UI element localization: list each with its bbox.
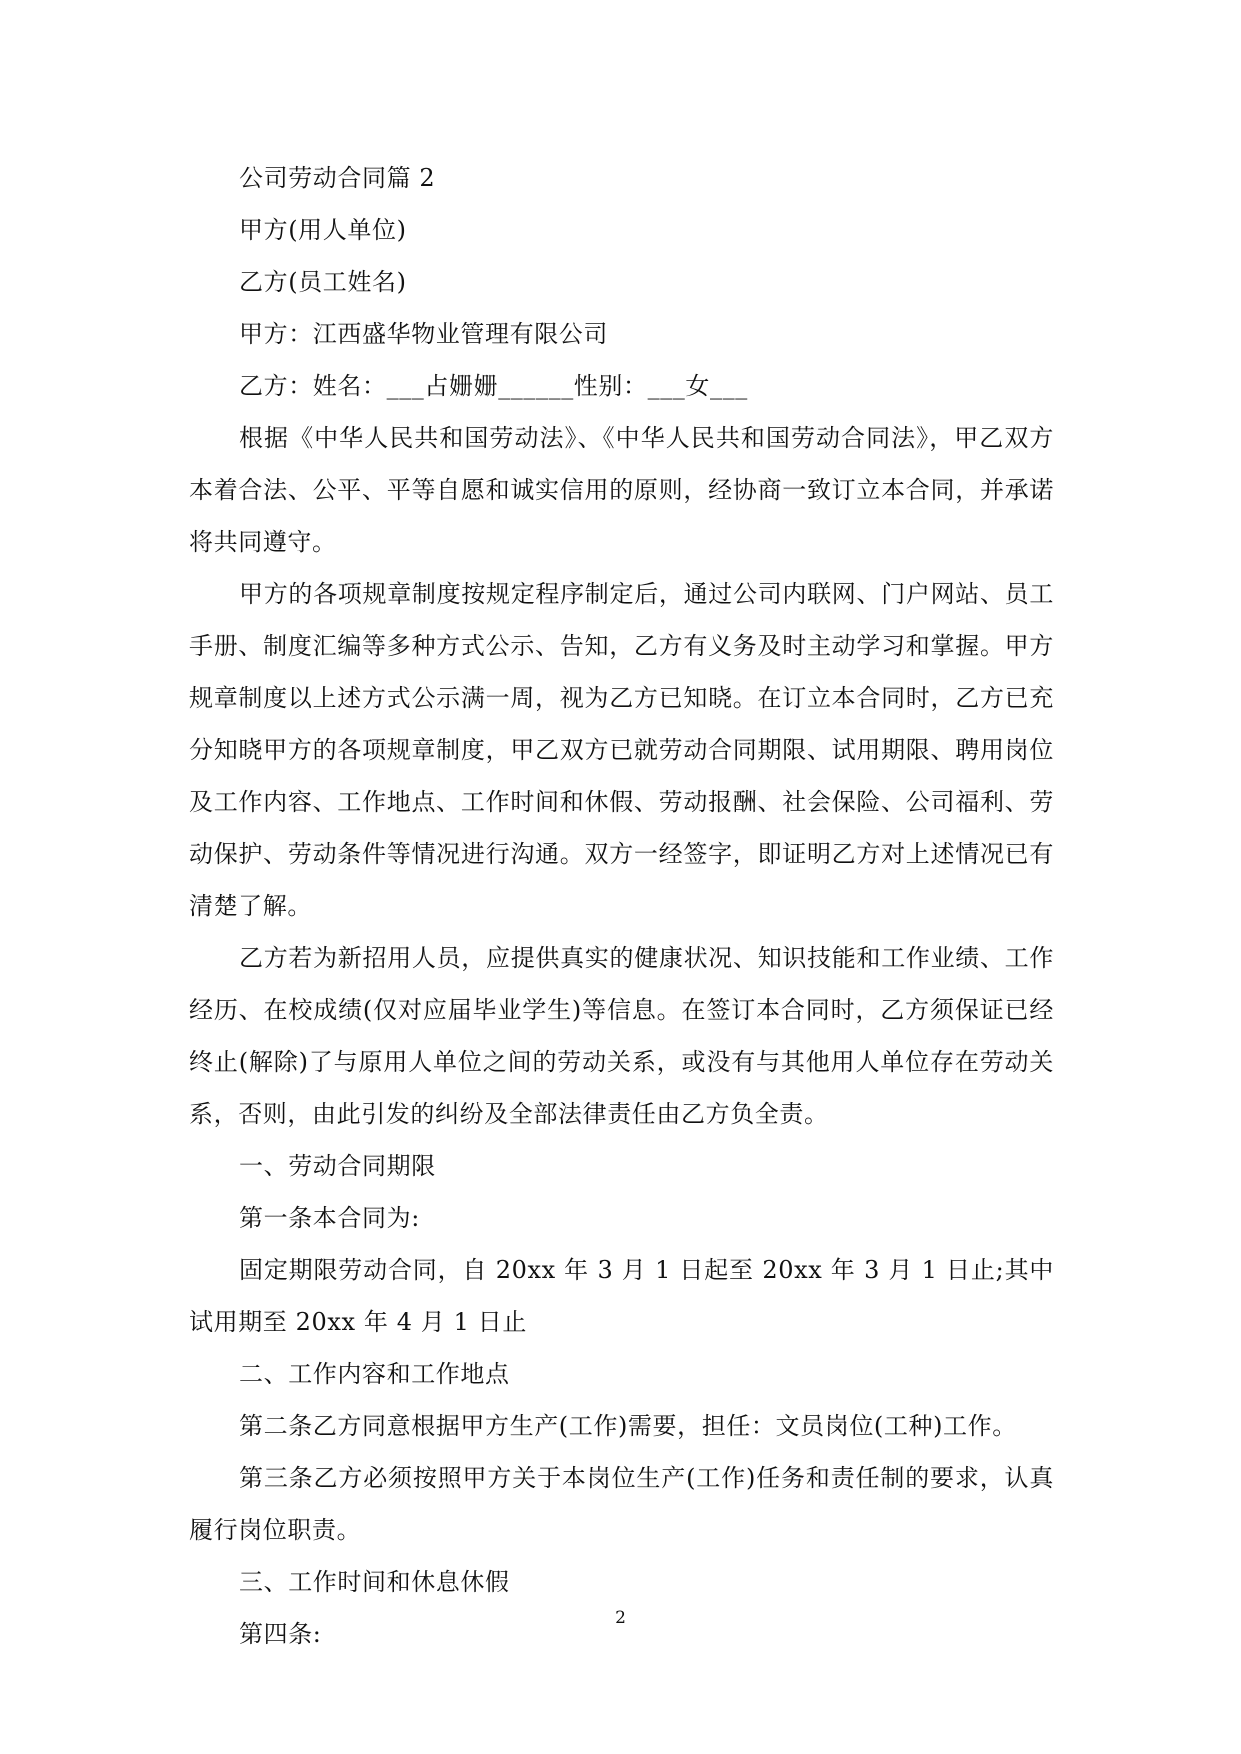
paragraph-legal-basis: 根据《中华人民共和国劳动法》、《中华人民共和国劳动合同法》，甲乙双方本着合法、公平、平等自愿和诚实信用的原则，经协商一致订立本合同，并承诺将共同遵守。 (189, 424, 1054, 556)
article-3: 第三条乙方必须按照甲方关于本岗位生产(工作)任务和责任制的要求，认真履行岗位职责。 (189, 1464, 1054, 1544)
article-4: 第四条: (239, 1620, 322, 1648)
party-a-label: 甲方(用人单位) (239, 216, 407, 244)
section-heading-hours: 三、工作时间和休息休假 (239, 1568, 510, 1596)
paragraph-new-hire: 乙方若为新招用人员，应提供真实的健康状况、知识技能和工作业绩、工作经历、在校成绩(仅对应届毕业学生)等信息。在签订本合同时，乙方须保证已经终止(解除)了与原用人单位之间的劳动关系，或没有与其他用人单位存在劳动关系，否则，由此引发的纠纷及全部法律责任由乙方负全责。 (189, 944, 1054, 1128)
party-a-name: 甲方：江西盛华物业管理有限公司 (239, 320, 608, 348)
article-1-detail: 固定期限劳动合同，自 20xx 年 3 月 1 日起至 20xx 年 3 月 1 日止;其中试用期至 20xx 年 4 月 1 日止 (189, 1256, 1054, 1336)
article-1: 第一条本合同为: (239, 1204, 420, 1232)
party-b-info: 乙方：姓名：___占姗姗______性别：___女___ (239, 372, 748, 400)
document-body (189, 152, 1054, 1660)
paragraph-rules: 甲方的各项规章制度按规定程序制定后，通过公司内联网、门户网站、员工手册、制度汇编等多种方式公示、告知，乙方有义务及时主动学习和掌握。甲方规章制度以上述方式公示满一周，视为乙方已知晓。在订立本合同时，乙方已充分知晓甲方的各项规章制度，甲乙双方已就劳动合同期限、试用期限、聘用岗位及工作内容、工作地点、工作时间和休假、劳动报酬、社会保险、公司福利、劳动保护、劳动条件等情况进行沟通。双方一经签字，即证明乙方对上述情况已有清楚了解。 (189, 580, 1054, 920)
section-heading-term: 一、劳动合同期限 (239, 1152, 436, 1180)
page-number: 2 (615, 1608, 626, 1628)
section-heading-work: 二、工作内容和工作地点 (239, 1360, 510, 1388)
article-2: 第二条乙方同意根据甲方生产(工作)需要，担任：文员岗位(工种)工作。 (239, 1412, 1017, 1440)
party-b-label: 乙方(员工姓名) (239, 268, 407, 296)
document-title: 公司劳动合同篇 2 (239, 164, 436, 192)
